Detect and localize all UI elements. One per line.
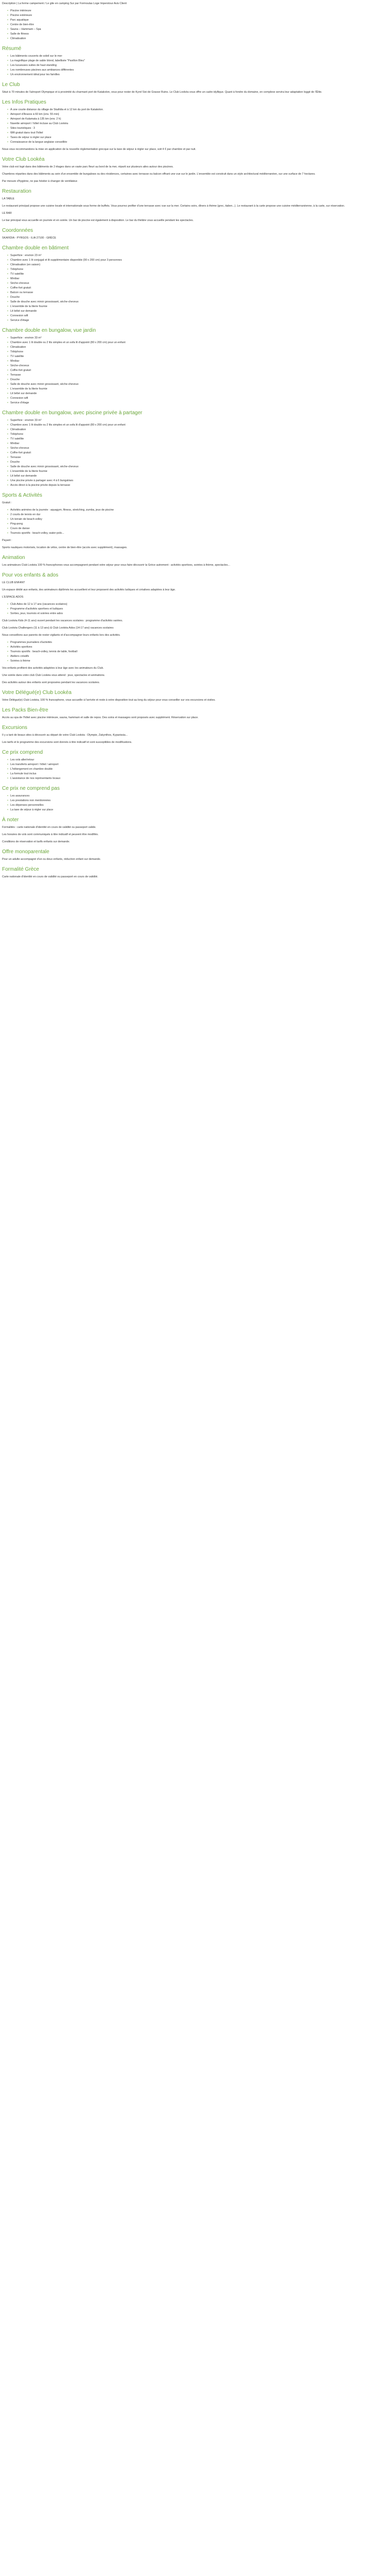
section-heading: Chambre double en bungalow, avec piscine privée à partager bbox=[2, 410, 142, 416]
paragraph: LE BAR bbox=[2, 212, 12, 215]
list-item: • Aéroport de Kalamata à 135 km (env. 2 h) bbox=[7, 117, 389, 121]
list-item: • Activités animées de la journée : aquagym, fitness, stretching, zumba, jeux de piscine bbox=[7, 508, 389, 512]
section-heading: Le Club bbox=[2, 82, 20, 88]
list-item: • TV satellite bbox=[7, 272, 389, 276]
paragraph: Club Lookéa Challengers (11 à 13 ans) & Club Lookéa Ados (14-17 ans) vacances scolaires bbox=[2, 626, 114, 630]
list-item: • Balcon ou terrasse bbox=[7, 291, 389, 295]
list-item: • Service d'étage bbox=[7, 318, 389, 323]
list-item: • Ateliers créatifs bbox=[7, 654, 389, 658]
paragraph: L'ESPACE ADOS bbox=[2, 596, 24, 599]
list-item: • Un environnement idéal pour les familles bbox=[7, 73, 389, 77]
list-item: • Climatisation bbox=[7, 37, 389, 41]
list-item: • Les bâtiments couverts de soleil sur le mer bbox=[7, 54, 389, 58]
bullet-list bbox=[2, 336, 389, 405]
section-heading: Chambre double en bungalow, vue jardin bbox=[2, 328, 96, 333]
list-item: • Connexion wifi bbox=[7, 396, 389, 400]
paragraph: Des activités autour des enfants sont proposées pendant les vacances scolaires. bbox=[2, 681, 100, 684]
list-item: • Climatisation (en saison) bbox=[7, 263, 389, 267]
section-heading: Ce prix comprend bbox=[2, 750, 43, 755]
bullet-list bbox=[2, 253, 389, 323]
paragraph: Description | La ferme campement / Le gite en camping Sur par Formoulas Loge Imperstour Avis Client bbox=[2, 2, 127, 5]
section-heading: Pour vos enfants & ados bbox=[2, 572, 58, 578]
bullet-list bbox=[2, 758, 389, 781]
list-item: • La magnifique plage de sable blond, labellisée "Pavillon Bleu" bbox=[7, 59, 389, 63]
list-item: • Sorties, jeux, tournois et soirées entre ados bbox=[7, 612, 389, 616]
bullet-list bbox=[2, 640, 389, 663]
paragraph: Un espace dédié aux enfants, des animateurs diplômés les accueillent et leur proposent des activités ludiques et créatives adaptées à leur âge. bbox=[2, 588, 176, 591]
list-item: • Les transferts aéroport / hôtel / aéroport bbox=[7, 762, 389, 767]
list-item: • Programmes journaliers d'activités bbox=[7, 640, 389, 645]
list-item: • Sèche-cheveux bbox=[7, 364, 389, 368]
list-item: • Téléphone bbox=[7, 350, 389, 354]
list-item: • Téléphone bbox=[7, 432, 389, 436]
paragraph: Pour un adulte accompagné d'un ou deux enfants, réduction enfant sur demande. bbox=[2, 858, 101, 861]
section-heading: Restauration bbox=[2, 189, 31, 194]
section-heading: Offre monoparentale bbox=[2, 849, 50, 855]
section-heading: Votre Délégué(e) Club Lookéa bbox=[2, 690, 72, 696]
list-item: • Lit bébé sur demande bbox=[7, 474, 389, 478]
section-heading: Résumé bbox=[2, 46, 22, 52]
list-item: • Aéroport d'Araxos à 60 km (env. 55 min) bbox=[7, 112, 389, 116]
list-item: • Climatisation bbox=[7, 428, 389, 432]
paragraph: Il y a tant de beaux sites à découvrir au départ de votre Club Lookéa : Olympie, Zakynthos, Kyparissia... bbox=[2, 734, 128, 737]
list-item: • Activités sportives bbox=[7, 645, 389, 649]
list-item: • Taxes de séjour à régler sur place bbox=[7, 135, 389, 140]
paragraph: Conditions de réservation et tarifs enfants sur demande. bbox=[2, 840, 70, 843]
section-heading: Excursions bbox=[2, 725, 27, 731]
list-item: • Terrasse bbox=[7, 455, 389, 460]
paragraph: Les tarifs et le programme des excursions sont donnés à titre indicatif et sont susceptibles de modifications. bbox=[2, 741, 133, 744]
list-item: • Piscine extérieure bbox=[7, 13, 389, 18]
paragraph: SKAFIDIA - PYRGOS - ILIA 27100 - GRÈCE bbox=[2, 236, 56, 240]
paragraph: Nous vous recommandons la mise en application de la nouvelle réglementation grecque sur la taxe de séjour à régler sur place, soit 4 € par chambre et par nuit. bbox=[2, 148, 196, 151]
list-item: • L'assistance de nos représentants locaux bbox=[7, 776, 389, 781]
list-item: • Salle de fitness bbox=[7, 32, 389, 36]
list-item: • Un terrain de beach-volley bbox=[7, 517, 389, 521]
list-item: • Connexion wifi bbox=[7, 314, 389, 318]
list-item: • Les nombreuses piscines aux ambiances différentes bbox=[7, 68, 389, 72]
list-item: • Chambre avec 1 lit conjugal et lit supplémentaire disponible (90 x 200 cm) pour 3 personnes bbox=[7, 258, 389, 262]
paragraph: Sports nautiques motorisés, location de vélos, centre de bien-être (accès avec supplément), massages. bbox=[2, 546, 127, 549]
list-item: • Les prestations non mentionnées bbox=[7, 799, 389, 803]
list-item: • Wifi gratuit dans tout l'hôtel bbox=[7, 131, 389, 135]
list-item: • Douche bbox=[7, 460, 389, 464]
list-item: • Lit bébé sur demande bbox=[7, 309, 389, 313]
list-item: • Douche bbox=[7, 378, 389, 382]
paragraph: Situé à 70 minutes de l'aéroport Olympique et à proximité du charmant port de Katakolon, vous pour rester de Kyrel Sixi de Grasse Ruins. Le Club Lookéa vous offre un cadre idyllique. Quant à fondre du domaine, en complexe servira leur adaptation loggé de l'Élite. bbox=[2, 91, 322, 94]
list-item: • Cours de danse bbox=[7, 527, 389, 531]
list-item: • Superficie : environ 23 m² bbox=[7, 253, 389, 258]
list-item: • Chambre avec 1 lit double ou 2 lits simples et un sofa lit d'appoint (80 x 200 cm) pour un enfant bbox=[7, 341, 389, 345]
list-item: • Coffre-fort gratuit bbox=[7, 368, 389, 372]
list-item: • L'ensemble de la literie fournie bbox=[7, 387, 389, 391]
list-item: • Sèche-cheveux bbox=[7, 446, 389, 450]
list-item: • L'ensemble de la literie fournie bbox=[7, 469, 389, 473]
list-item: • Superficie : environ 33 m² bbox=[7, 418, 389, 422]
list-item: • À une courte distance du village de Skafidia et à 12 km du port de Katakolon. bbox=[7, 108, 389, 112]
list-item: • Douche bbox=[7, 295, 389, 299]
list-item: • La formule tout inclus bbox=[7, 772, 389, 776]
paragraph: Club Lookéa Kids (4-11 ans) ouvert pendant les vacances scolaires : programme d'activités variées. bbox=[2, 619, 123, 622]
list-item: • Club Ados de 12 à 17 ans (vacances scolaires) bbox=[7, 602, 389, 606]
bullet-list bbox=[2, 418, 389, 487]
paragraph: Carte nationale d'identité en cours de validité ou passeport en cours de validité. bbox=[2, 875, 99, 878]
section-heading: Coordonnées bbox=[2, 228, 34, 233]
section-heading: Votre Club Lookéa bbox=[2, 157, 45, 162]
list-item: • TV satellite bbox=[7, 437, 389, 441]
list-item: • Connaissance de la langue anglaise conseillée bbox=[7, 140, 389, 144]
list-item: • Chambre avec 1 lit double ou 2 lits simples et un sofa lit d'appoint (80 x 200 cm) pour un enfant bbox=[7, 423, 389, 427]
paragraph: Une soirée dans votre club Club Lookéa vous attend : jeux, spectacles et animations. bbox=[2, 674, 105, 677]
list-item: • Les dépenses personnelles bbox=[7, 803, 389, 807]
paragraph: LA TABLE bbox=[2, 197, 14, 200]
list-item: • Programme d'activités sportives et ludiques bbox=[7, 607, 389, 611]
list-item: • L'ensemble de la literie fournie bbox=[7, 304, 389, 309]
list-item: • Minibar bbox=[7, 359, 389, 363]
list-item: • Salle de douche avec miroir grossissant, sèche-cheveux bbox=[7, 465, 389, 469]
document-content bbox=[0, 0, 391, 879]
section-heading: Chambre double en bâtiment bbox=[2, 245, 69, 251]
list-item: • Salle de douche avec miroir grossissant, sèche-cheveux bbox=[7, 300, 389, 304]
paragraph: Nous conseillons aux parents de rester vigilants et d'accompagner leurs enfants lors des activités. bbox=[2, 634, 121, 637]
paragraph: Les horaires de vols sont communiqués à titre indicatif et peuvent être modifiés. bbox=[2, 833, 99, 836]
bullet-list bbox=[2, 108, 389, 144]
list-item: • Coffre-fort gratuit bbox=[7, 451, 389, 455]
paragraph: Votre club est logé dans des bâtiments de 2 étages dans un vaste parc fleuri au bord de la mer, réparti sur plusieurs ailes autour des piscines. bbox=[2, 165, 174, 168]
section-heading: Ce prix ne comprend pas bbox=[2, 786, 60, 791]
paragraph: Le restaurant principal propose une cuisine locale et internationale sous forme de buffets. Vous pourrez profiter d'une terrasse avec vue sur la mer. Certains soirs, dîners à thème (grec, italien...). Le restaurant à la carte propose une cuisine méditerranéenne, à la carte, sur réservation. bbox=[2, 205, 345, 208]
bullet-list bbox=[2, 508, 389, 535]
list-item: • Coffre-fort gratuit bbox=[7, 286, 389, 290]
bullet-list bbox=[2, 9, 389, 41]
section-heading: Sports & Activités bbox=[2, 493, 42, 498]
list-item: • Ping-pong bbox=[7, 522, 389, 526]
list-item: • Superficie : environ 33 m² bbox=[7, 336, 389, 340]
list-item: • Climatisation bbox=[7, 345, 389, 349]
section-heading: Les Infos Pratiques bbox=[2, 99, 46, 105]
list-item: • Minibar bbox=[7, 277, 389, 281]
section-heading: Formalité Grèce bbox=[2, 867, 39, 872]
list-item: • Les luxueuses suites de haut standing bbox=[7, 63, 389, 67]
section-heading: Animation bbox=[2, 555, 25, 561]
list-item: • Les assurances bbox=[7, 794, 389, 798]
paragraph: Le bar principal vous accueille en journée et en soirée. Un bar de piscine est également à disposition. Le bar du théâtre vous accueille pendant les spectacles. bbox=[2, 219, 194, 222]
list-item: • Téléphone bbox=[7, 267, 389, 272]
paragraph: Chambres réparties dans des bâtiments au sein d'un ensemble de bungalows ou des résidences, certaines avec terrasse ou balcon offrant une vue sur le jardin. L'ensemble est construit dans un style architectural méditerranéen, sur une surface de 7 hectares. bbox=[2, 173, 316, 176]
list-item: • Les vols aller/retour bbox=[7, 758, 389, 762]
list-item: • Piscine intérieure bbox=[7, 9, 389, 13]
list-item: • La taxe de séjour à régler sur place bbox=[7, 808, 389, 812]
paragraph: Formalités : carte nationale d'identité en cours de validité ou passeport valide. bbox=[2, 826, 96, 829]
bullet-list bbox=[2, 54, 389, 77]
list-item: • Sèche-cheveux bbox=[7, 281, 389, 285]
bullet-list bbox=[2, 794, 389, 812]
section-heading: Les Packs Bien-être bbox=[2, 707, 48, 713]
list-item: • Parc aquatique bbox=[7, 18, 389, 22]
list-item: • Terrasse bbox=[7, 373, 389, 377]
list-item: • Sites touristiques : 3 bbox=[7, 126, 389, 130]
list-item: • Service d'étage bbox=[7, 401, 389, 405]
list-item: • Sauna – Hammam – Spa bbox=[7, 27, 389, 31]
list-item: • Minibar bbox=[7, 442, 389, 446]
paragraph: LE CLUB ENFANT bbox=[2, 581, 25, 584]
paragraph: Accès au spa de l'hôtel avec piscine intérieure, sauna, hammam et salle de repos. Des soins et massages sont proposés avec supplément. Réservation sur place. bbox=[2, 716, 199, 719]
list-item: • Accès direct à la piscine privée depuis la terrasse bbox=[7, 483, 389, 487]
paragraph: Payant : bbox=[2, 539, 12, 542]
list-item: • Une piscine privée à partager avec 4 à 6 bungalows bbox=[7, 479, 389, 483]
paragraph: Vos enfants profitent des activités adaptées à leur âge avec les animateurs du Club. bbox=[2, 667, 104, 670]
paragraph: Gratuit : bbox=[2, 501, 12, 504]
list-item: • Tournois sportifs : beach-volley, tennis de table, football bbox=[7, 650, 389, 654]
paragraph: Votre Délégué(e) Club Lookéa, 100 % francophone, vous accueille à l'arrivée et reste à votre disposition tout au long du séjour pour vous conseiller sur vos excursions et visites. bbox=[2, 699, 216, 702]
paragraph: Par mesure d'hygiène, ne pas hésiter à changer de ventilateur. bbox=[2, 180, 78, 183]
list-item: • Tournois sportifs : beach-volley, water-polo... bbox=[7, 531, 389, 535]
paragraph: Les animateurs Club Lookéa 100 % francophones vous accompagnent pendant votre séjour pour vous faire découvrir la Grèce autrement : activités sportives, soirées à thème, spectacles... bbox=[2, 564, 230, 567]
list-item: • Salle de douche avec miroir grossissant, sèche-cheveux bbox=[7, 382, 389, 386]
list-item: • Soirées à thème bbox=[7, 659, 389, 663]
list-item: • 2 courts de tennis en dur bbox=[7, 513, 389, 517]
list-item: • L'hébergement en chambre double bbox=[7, 767, 389, 771]
list-item: • Navette aéroport / hôtel incluse au Club Lookéa bbox=[7, 122, 389, 126]
bullet-list bbox=[2, 602, 389, 616]
list-item: • Lit bébé sur demande bbox=[7, 392, 389, 396]
list-item: • TV satellite bbox=[7, 354, 389, 359]
list-item: • Centre de bien-être bbox=[7, 23, 389, 27]
section-heading: À noter bbox=[2, 817, 19, 823]
